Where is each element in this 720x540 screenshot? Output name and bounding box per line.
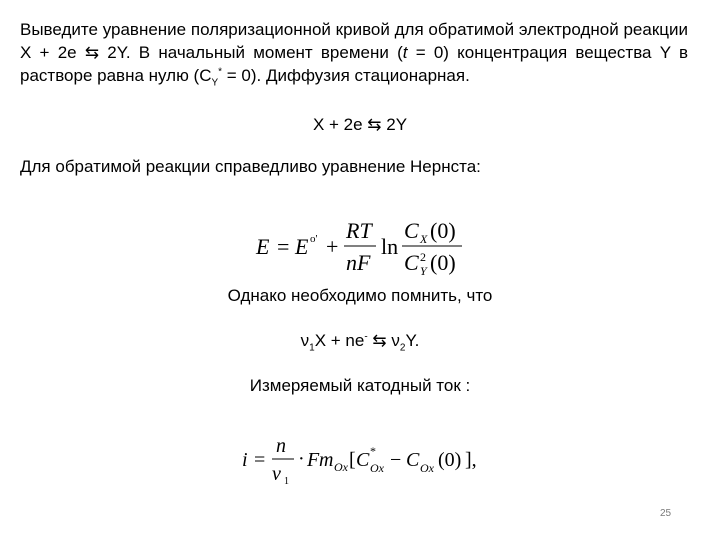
reaction-equation: X + 2e ⇆ 2Y [312, 115, 408, 134]
fraction-numerator: RT [346, 218, 372, 243]
multiply-dot: · [298, 448, 305, 470]
problem-text-3: = 0). Диффузия стационарная. [222, 66, 470, 85]
current-symbol: i [242, 449, 248, 471]
current-equals: = [254, 449, 266, 471]
problem-text-2: = 0) концентрация вещества Y в растворе равна нулю (C [20, 43, 688, 85]
time-variable: t [402, 43, 408, 62]
right-bracket: ], [465, 449, 477, 471]
standard-potential: E [295, 234, 309, 259]
conc-y-arg: (0) [430, 250, 456, 275]
mass-transfer-coef: m [319, 449, 334, 471]
problem-text-1: Выведите уравнение поляризационной кривой для обратимой электродной реакции X + 2e ⇆ 2Y. В начальный момент времени ( [20, 20, 688, 62]
equilibrium-arrow: ⇆ [367, 331, 392, 350]
bulk-conc-star: * [370, 444, 376, 458]
nu1-symbol: ν [300, 331, 310, 350]
general-reaction [0, 330, 720, 352]
potential-symbol: E [256, 234, 270, 259]
nu-symbol: ν [272, 463, 281, 485]
remember-text: Однако необходимо помнить, что [227, 286, 493, 305]
minus-sign: − [390, 449, 402, 471]
page-number: 25 [660, 508, 672, 519]
surface-conc: C [406, 449, 420, 471]
reaction-end: Y. [405, 331, 420, 350]
bulk-conc: C [356, 449, 370, 471]
nernst-equation [240, 212, 480, 280]
nu1-subscript: 1 [309, 342, 315, 354]
surface-conc-arg: (0) [438, 449, 462, 471]
fraction-denominator: nF [346, 250, 371, 275]
electron-number: n [276, 435, 286, 457]
surface-conc-sub: Ox [420, 461, 434, 475]
nu2-symbol: ν [391, 331, 400, 350]
plus-sign: + [326, 234, 339, 259]
faraday-constant: F [307, 449, 320, 471]
conc-y-sup: 2 [420, 250, 426, 264]
conc-y-subscript: Y [420, 264, 427, 278]
conc-x-arg: (0) [430, 218, 456, 243]
species-subscript: Y [211, 77, 219, 89]
nernst-intro: Для обратимой реакции справедливо уравнение Нернста: [20, 157, 481, 176]
reaction-middle: X + ne [314, 331, 365, 350]
electron-charge: - [364, 331, 368, 343]
current-text: Измеряемый катодный ток : [249, 376, 471, 395]
conc-y: C [404, 250, 419, 275]
nu2-subscript: 2 [399, 342, 406, 354]
standard-potential-sup: o' [310, 233, 318, 245]
problem-statement [20, 18, 688, 87]
log-function: ln [381, 234, 399, 259]
mass-transfer-sub: Ox [334, 460, 348, 474]
conc-x: C [404, 218, 419, 243]
conc-x-subscript: X [420, 232, 428, 246]
bulk-conc-sub: Ox [370, 461, 384, 475]
equals-sign: = [277, 234, 290, 259]
nu-subscript: 1 [284, 476, 289, 487]
current-equation [236, 432, 486, 488]
left-bracket: [ [349, 449, 356, 471]
bulk-star: * [218, 66, 223, 78]
